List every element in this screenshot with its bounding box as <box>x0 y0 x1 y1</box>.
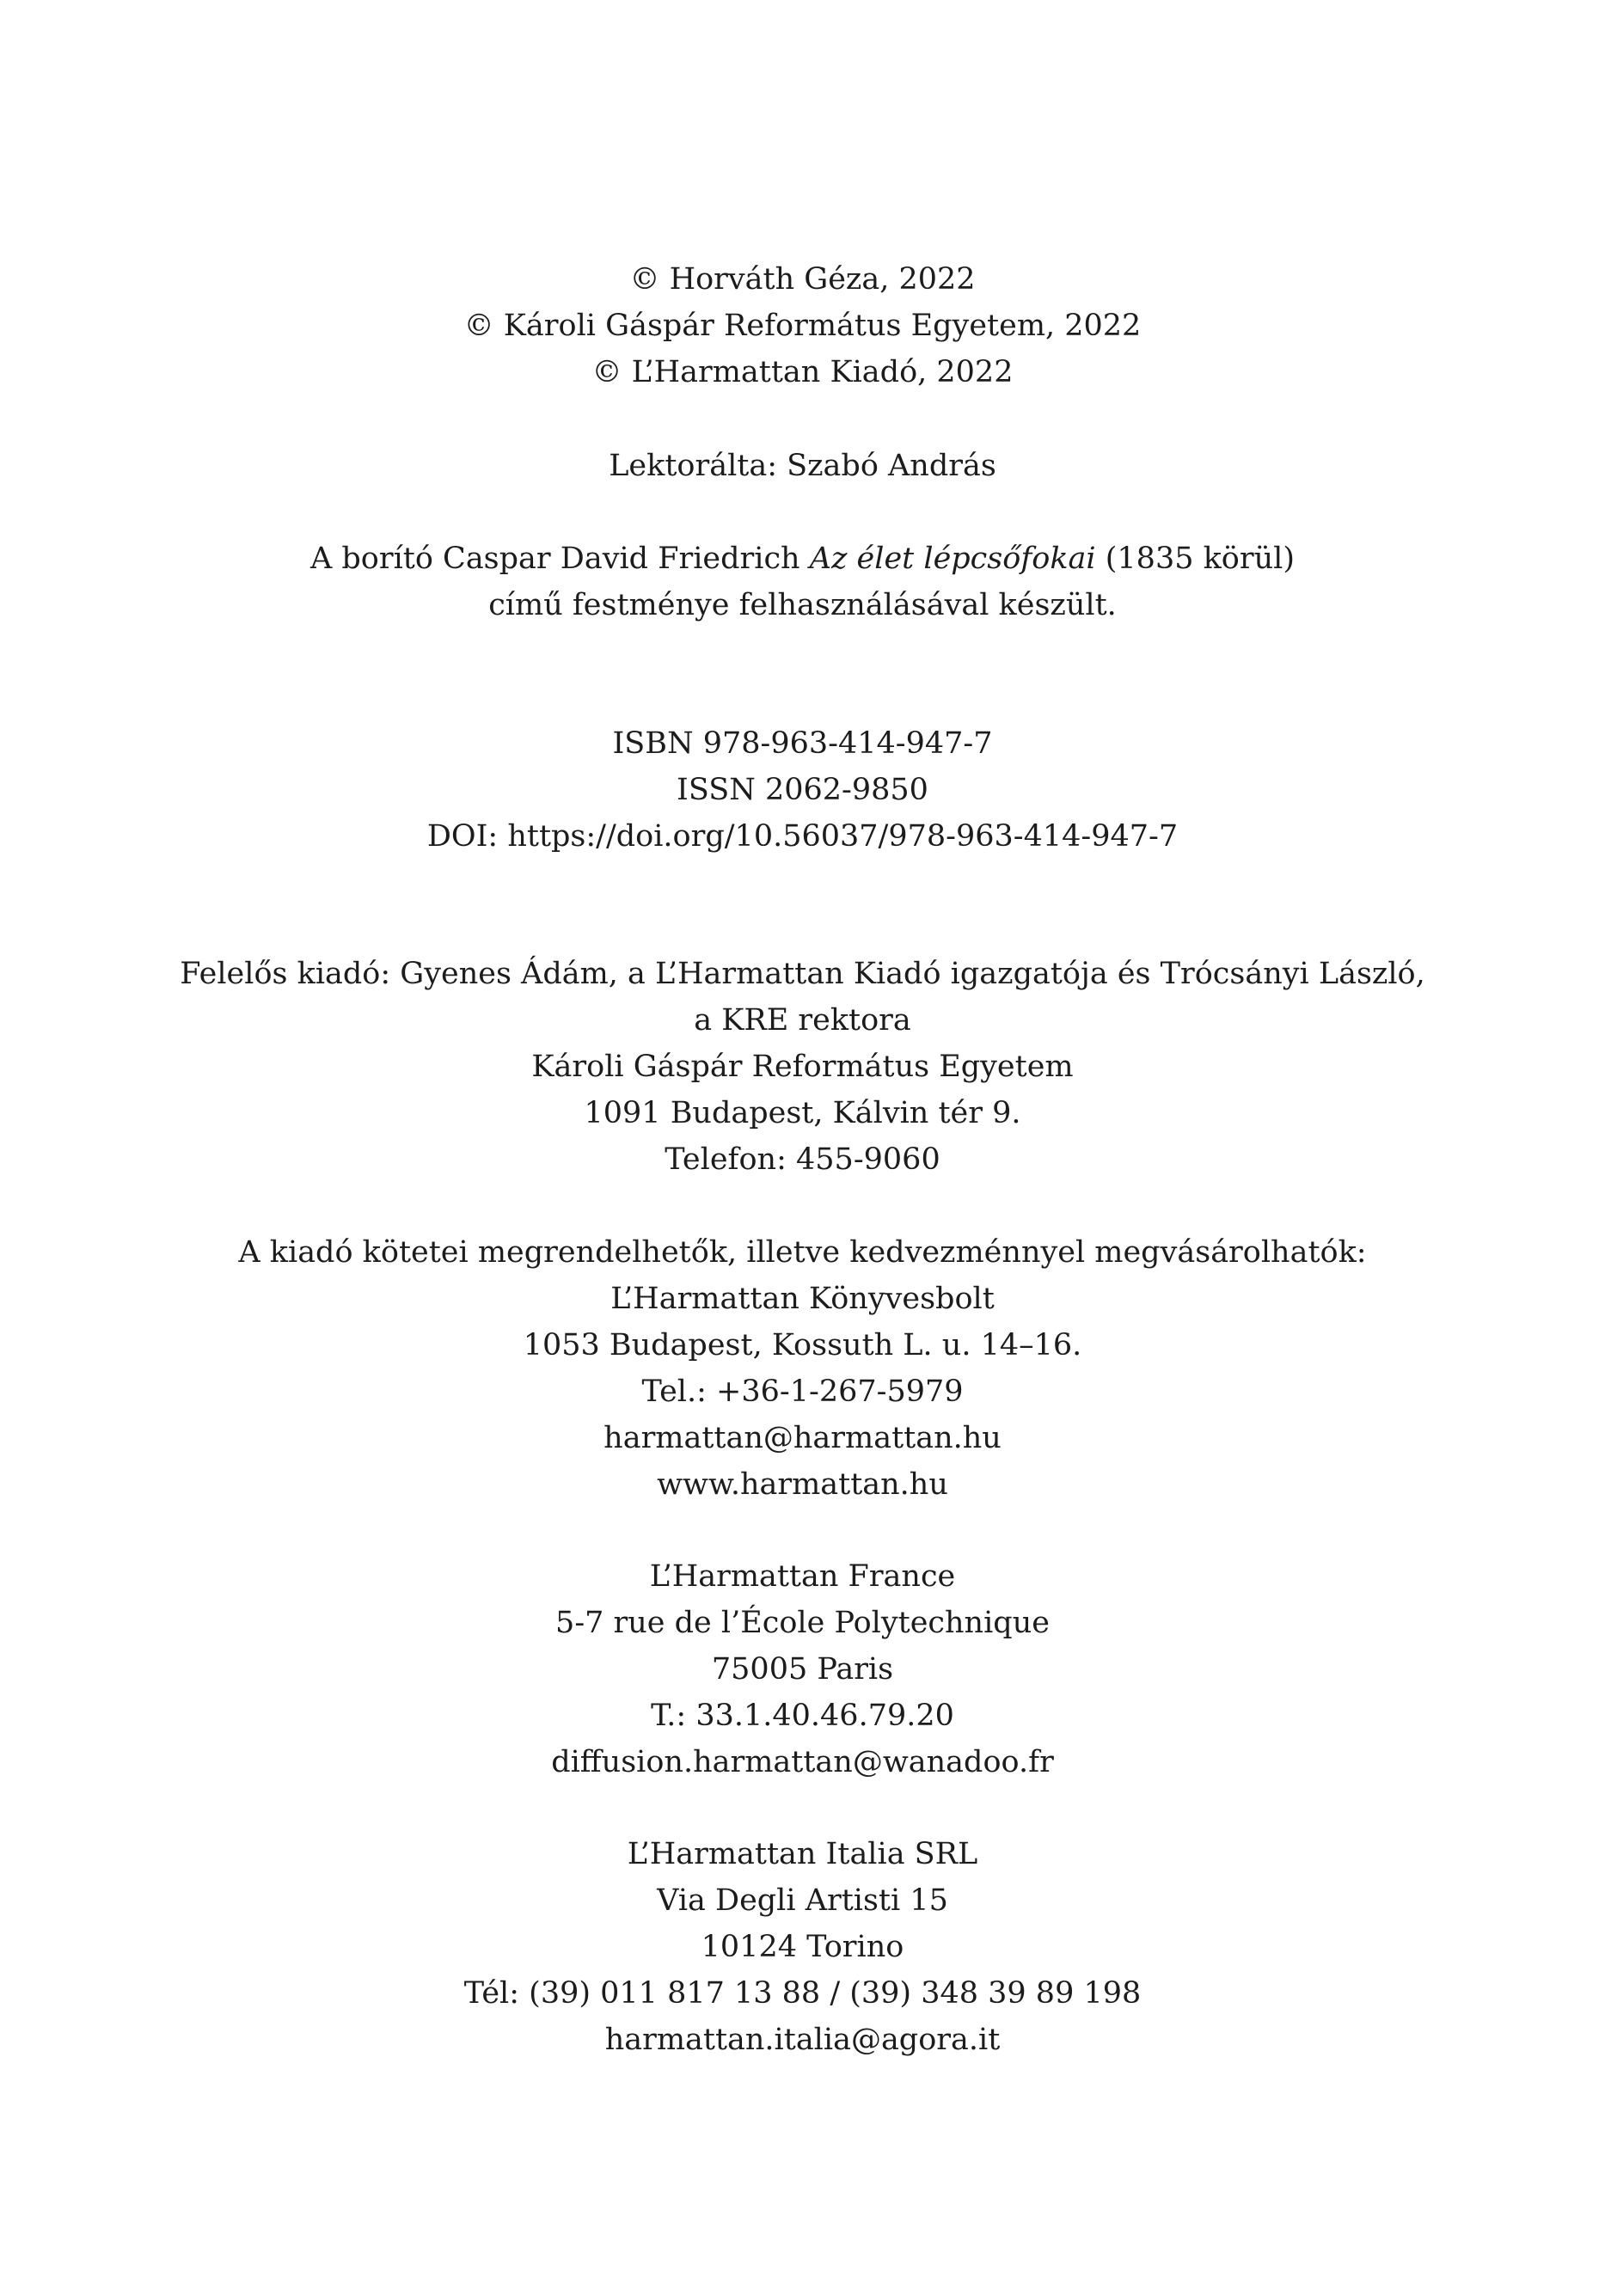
italia-street: Via Degli Artisti 15 <box>657 1883 948 1918</box>
copyright-author: © Horváth Géza, 2022 <box>629 262 976 297</box>
university-address: 1091 Budapest, Kálvin tér 9. <box>584 1096 1021 1130</box>
cover-credit-line-2: című festménye felhasználásával készült. <box>488 588 1117 622</box>
france-name: L’Harmattan France <box>649 1559 956 1594</box>
france-city: 75005 Paris <box>711 1652 894 1687</box>
copyright-block <box>0 256 1605 395</box>
bookshop-email: harmattan@harmattan.hu <box>603 1421 1002 1455</box>
france-phone: T.: 33.1.40.46.79.20 <box>651 1699 954 1733</box>
france-block <box>0 1553 1605 1785</box>
painting-title: Az élet lépcsőfokai <box>809 542 1096 576</box>
italia-city: 10124 Torino <box>701 1930 904 1964</box>
university-name: Károli Gáspár Református Egyetem <box>531 1050 1074 1084</box>
reviewer-line: Lektorálta: Szabó András <box>609 449 996 483</box>
france-street: 5-7 rue de l’École Polytechnique <box>555 1606 1050 1640</box>
cover-credit-line-1 <box>0 536 1605 582</box>
italia-block <box>0 1831 1605 2063</box>
copyright-publisher: © L’Harmattan Kiadó, 2022 <box>591 355 1014 389</box>
publisher-block <box>0 951 1605 1183</box>
bookshop-name: L’Harmattan Könyvesbolt <box>610 1282 995 1316</box>
france-email: diffusion.harmattan@wanadoo.fr <box>551 1745 1054 1779</box>
bookshop-phone: Tel.: +36-1-267-5979 <box>641 1375 964 1409</box>
doi: DOI: https://doi.org/10.56037/978-963-414-947-7 <box>426 819 1179 854</box>
cover-credit-date: (1835 körül) <box>1095 542 1296 576</box>
reviewer-block <box>0 443 1605 489</box>
isbn: ISBN 978-963-414-947-7 <box>612 726 993 761</box>
university-phone: Telefon: 455-9060 <box>665 1142 940 1177</box>
identifiers-block <box>0 720 1605 860</box>
cover-credit-block <box>0 536 1605 628</box>
bookshop-address: 1053 Budapest, Kossuth L. u. 14–16. <box>523 1328 1082 1362</box>
italia-phone: Tél: (39) 011 817 13 88 / (39) 348 39 89 198 <box>463 1976 1142 2011</box>
copyright-university: © Károli Gáspár Református Egyetem, 2022 <box>463 309 1142 343</box>
rector-line: a KRE rektora <box>694 1003 911 1038</box>
bookshop-website: www.harmattan.hu <box>657 1467 948 1502</box>
italia-name: L’Harmattan Italia SRL <box>627 1837 978 1871</box>
bookshop-block <box>0 1229 1605 1508</box>
responsible-publisher: Felelős kiadó: Gyenes Ádám, a L’Harmattan Kiadó igazgatója és Trócsányi László, <box>180 957 1425 991</box>
cover-credit-prefix: A borító Caspar David Friedrich <box>309 542 810 576</box>
bookshop-intro: A kiadó kötetei megrendelhetők, illetve kedvezménnyel megvásárolhatók: <box>238 1235 1367 1270</box>
issn: ISSN 2062-9850 <box>677 773 928 807</box>
italia-email: harmattan.italia@agora.it <box>604 2023 1001 2057</box>
